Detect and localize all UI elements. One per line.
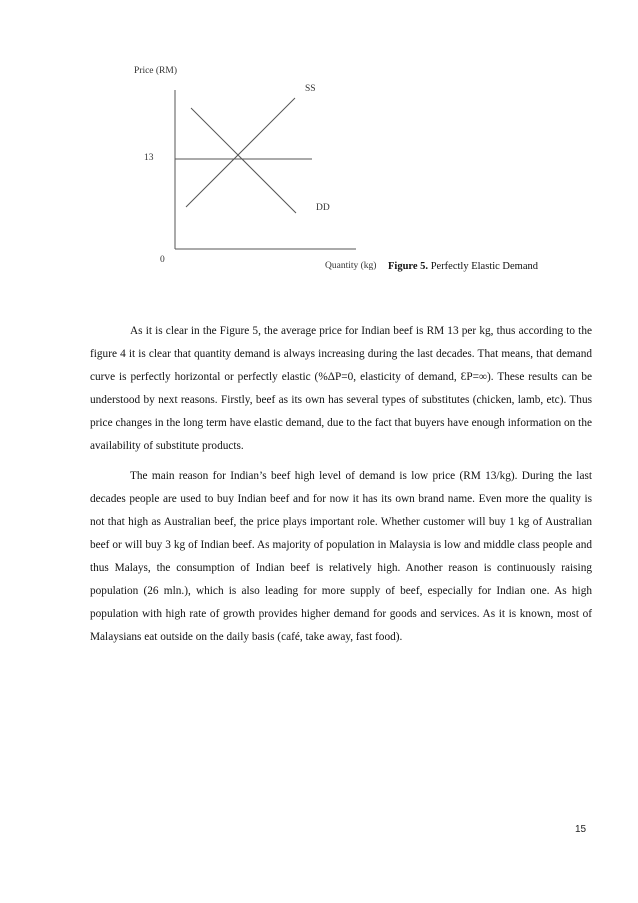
supply-demand-graph — [120, 58, 400, 278]
paragraph-1: As it is clear in the Figure 5, the average price for Indian beef is RM 13 per kg, thus according to the figure 4 it is clear that quantity demand is always increasing during the last decades. That means, that demand curve is perfectly horizontal or perfectly elastic (%ΔP=0, elasticity of demand, ƐP=∞). These results can be understood by next reasons. Firstly, beef as its own has several types of substitutes (chicken, lamb, etc). Thus price changes in the long term have elastic demand, due to the fact that buyers have enough information on the availability of substitute products. — [90, 325, 592, 452]
demand-curve — [191, 108, 296, 213]
supply-curve — [186, 98, 295, 207]
x-axis-label: Quantity (kg) — [325, 261, 377, 271]
supply-demand-figure — [120, 58, 400, 278]
price-tick-label: 13 — [144, 153, 154, 163]
body-text — [90, 320, 592, 656]
caption-text: Perfectly Elastic Demand — [428, 261, 538, 272]
origin-label: 0 — [160, 255, 165, 265]
figure-caption — [388, 261, 538, 272]
supply-label: SS — [305, 84, 316, 94]
page-number: 15 — [575, 824, 587, 835]
demand-label: DD — [316, 203, 330, 213]
y-axis-label: Price (RM) — [134, 66, 178, 76]
paragraph-2: The main reason for Indian’s beef high level of demand is low price (RM 13/kg). During the last decades people are used to buy Indian beef and for now it has its own brand name. Even more the quality is not that high as Australian beef, the price plays important role. Whether customer will buy 1 kg of Australian beef or will buy 3 kg of Indian beef. As majority of population in Malaysia is low and middle class people and thus Malays, the consumption of Indian beef is relatively high. Another reason is continuously raising population (26 mln.), which is also leading for more supply of beef, especially for Indian one. As high population with high rate of growth provides higher demand for goods and services. As it is known, most of Malaysians eat outside on the daily basis (café, take away, fast food). — [90, 470, 592, 643]
caption-label: Figure 5. — [388, 261, 429, 272]
